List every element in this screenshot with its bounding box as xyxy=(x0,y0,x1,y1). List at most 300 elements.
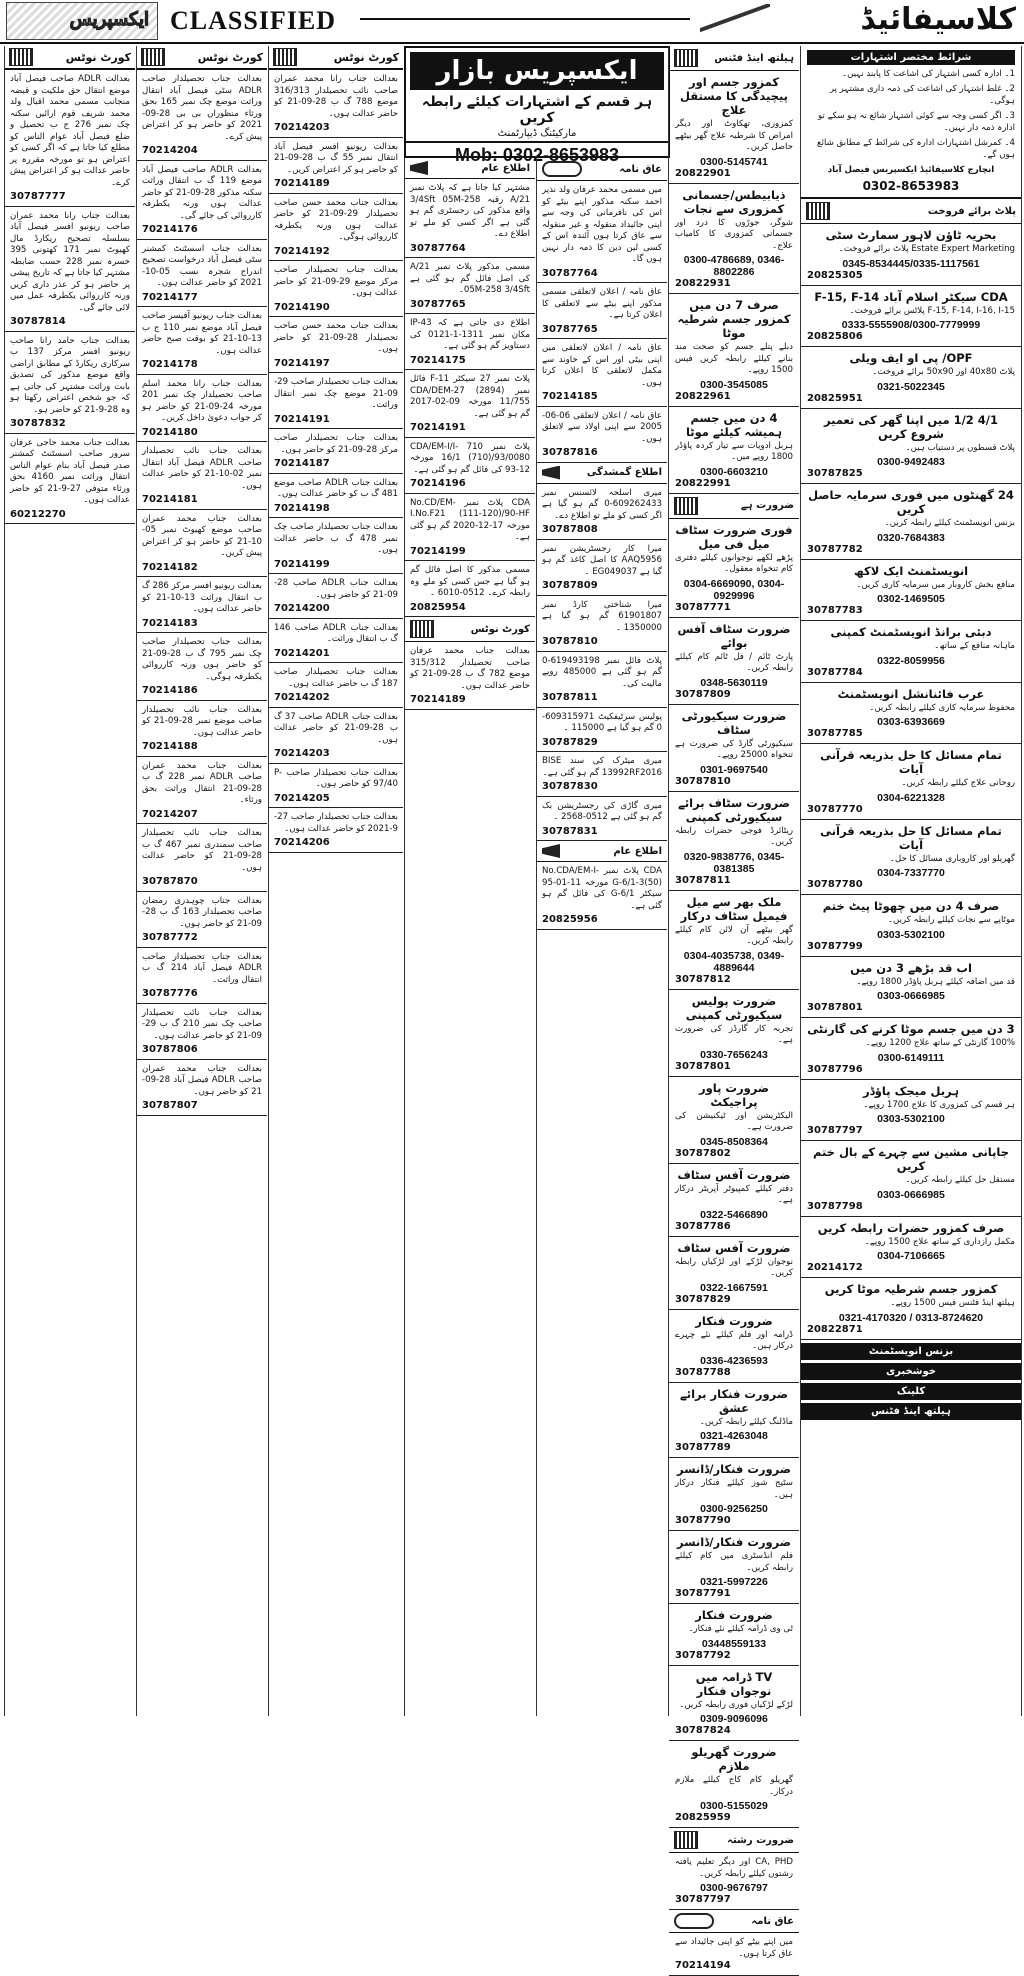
notice-text: بعدالت جناب نائب تحصیلدار صاحب سمندری نمبر 467 گ ب 28-09-21 کو حاضر عدالت ہوں۔ xyxy=(142,828,262,873)
ad-text: ہر قسم کی کمزوری کا علاج 1700 روپے۔ xyxy=(863,1099,1015,1110)
rules-heading: شرائط مختصر اشتہارات xyxy=(807,50,1015,65)
ad-ref: 30787811 xyxy=(675,874,731,886)
ad-text: مکمل رازداری کے ساتھ علاج 1500 روپے۔ xyxy=(864,1236,1015,1247)
notice-ref: 70214191 xyxy=(410,422,466,433)
ad-text: ماہانہ منافع کے ساتھ۔ xyxy=(934,641,1015,651)
notice-ref: 70214201 xyxy=(274,647,330,659)
notice-text: بعدالت جناب تحصیلدار صاحب 187 گ ب حاضر عدالت ہوں۔ xyxy=(274,667,398,689)
classified-ad xyxy=(801,1080,1021,1142)
chain-icon xyxy=(674,1913,714,1929)
ad-phone: 0336-4236593 xyxy=(700,1354,768,1367)
couple-icon xyxy=(674,1831,698,1849)
notice-text: بعدالت جناب تحصیلدار صاحب چک نمبر 478 گ ب حاضر عدالت ہوں۔ xyxy=(274,522,398,555)
ad-text: CA, PHD اور دیگر تعلیم یافتہ رشتوں کیلئے رابطہ کریں۔ xyxy=(675,1857,793,1879)
classified-ad xyxy=(669,618,799,705)
notice-item xyxy=(537,181,667,283)
notice-ref: 70214192 xyxy=(274,245,330,257)
ad-phone: 0304-6669090, 0304-0929996 xyxy=(683,577,785,602)
notice-ref: 70214186 xyxy=(142,685,198,696)
classified-ad xyxy=(801,286,1021,348)
notice-text: پولیس سرٹیفکیٹ 609315971-0 گم ہو گیا ہے 115000 ۔ xyxy=(542,711,662,733)
classified-ad xyxy=(669,1077,799,1164)
ad-headline: بحریہ ٹاؤن لاہور سمارٹ سٹی xyxy=(825,228,997,242)
ad-phone: 0321-5997226 xyxy=(700,1576,768,1588)
classified-ad xyxy=(669,1853,799,1910)
notice-text: بعدالت جناب اسسٹنٹ کمشنر سٹی فیصل آباد درخواست تصحیح اندراج شجرہ نسب 05-10-2021 کو حاضر عدالت ہوں۔ xyxy=(142,243,262,288)
ad-phone: 0321-4170320 / 0313-8724620 xyxy=(838,1311,984,1324)
notice-text: میرا شناختی کارڈ نمبر 61901807 گم ہو گیا ہے 1350000 ۔ xyxy=(542,599,662,633)
notice-text: بعدالت جناب تحصیلدار صاحب مرکز 28-09-21 کو حاضر ہوں۔ xyxy=(274,433,398,455)
notice-ref: 30787772 xyxy=(142,932,198,943)
notice-item xyxy=(269,70,403,138)
ad-headline: 24 گھنٹوں میں فوری سرمایہ حاصل کریں xyxy=(808,488,1014,516)
fitness-icon xyxy=(674,49,698,67)
ad-headline: ضرورت سیکیورٹی سٹاف xyxy=(681,708,787,737)
notice-ref: 30787810 xyxy=(542,636,598,647)
notice-text: میری میٹرک کی سند BISE 13992RF2016 گم ہو گئی ہے۔ xyxy=(542,756,662,778)
notice-item xyxy=(405,494,535,562)
ad-phone: 0303-5302100 xyxy=(877,1113,945,1125)
classified-ad xyxy=(669,1383,799,1459)
section-label: اطلاع عام xyxy=(613,845,662,857)
notice-text: بعدالت ADLR صاحب فیصل آباد موضع 119 گ ب انتقال وراثت سکنہ مذکور 28-09-21 کو حاضر عدالت ہوں ورنہ یکطرفہ کارروائی کی جائے گی۔ xyxy=(142,164,262,221)
ad-phone: 03448559133 xyxy=(701,1637,767,1650)
ad-text: قد میں اضافہ کیلئے ہربل پاؤڈر 1800 روپے۔ xyxy=(856,976,1015,987)
ad-headline: جاپانی مشین سے چہرے کے بال ختم کریں xyxy=(812,1145,1010,1173)
notice-text: میرا کار رجسٹریشن نمبر AAQ5956 کا اصل کاغذ گم ہو گیا ہے EG049037 ۔ xyxy=(542,543,662,577)
ad-ref: 30787780 xyxy=(807,879,863,890)
section-label: عاق نامہ xyxy=(751,1915,794,1927)
ad-ref: 30787801 xyxy=(807,1002,863,1013)
classified-ad xyxy=(801,409,1021,485)
ad-headline: ضرورت سٹاف آفس بوائے xyxy=(677,621,791,650)
megaphone-icon xyxy=(542,466,572,480)
classified-ad xyxy=(801,1141,1021,1217)
notice-ref: 70214183 xyxy=(142,617,198,629)
notice-item xyxy=(537,407,667,463)
notice-text: بعدالت ریونیو افسر فیصل آباد انتقال نمبر 55 گ ب 28-09-21 کو حاضر ہو کر اعتراض کریں۔ xyxy=(274,141,398,175)
section-label: عاق نامہ xyxy=(619,163,662,175)
ad-text: گھریلو کام کاج کیلئے ملازم درکار۔ xyxy=(675,1775,793,1797)
notice-text: میری اسلحہ لائسنس نمبر 609262433-0 گم ہو گیا ہے اگر کسی کو ملے تو اطلاع دے۔ xyxy=(542,487,662,521)
bazaar-title: ایکسپریس بازار xyxy=(410,52,664,90)
ad-phone: 0304-7337770 xyxy=(877,867,945,879)
notice-text: بعدالت جناب ADLR صاحب 28-09-21 کو حاضر ہوں۔ xyxy=(274,578,398,600)
ad-ref: 30787770 xyxy=(807,803,863,815)
classified-ad xyxy=(801,484,1021,560)
ad-headline: ضرورت گھریلو ملازم xyxy=(691,1745,777,1773)
rule-line: 2۔ غلط اشتہار کی اشاعت کی ذمہ داری مشتہر پر ہوگی۔ xyxy=(829,84,1015,106)
ad-ref: 70214194 xyxy=(675,1960,731,1971)
section-label: ضرورت ہے xyxy=(740,500,794,511)
ad-phone: 0300-4786689, 0346-8802286 xyxy=(683,254,785,278)
ad-text: لڑکے لڑکیاں فوری رابطہ کریں۔ xyxy=(679,1699,793,1710)
ad-ref: 20822931 xyxy=(675,278,731,289)
ad-ref: 20825959 xyxy=(675,1812,731,1823)
classified-ad xyxy=(669,705,799,792)
ad-phone: 0304-7106665 xyxy=(877,1250,945,1262)
notice-ref: 70214189 xyxy=(274,178,330,189)
notice-ref: 30787764 xyxy=(410,242,466,254)
megaphone-icon xyxy=(542,844,572,858)
ad-phone: 0303-0666985 xyxy=(877,990,945,1002)
notice-ref: 70214190 xyxy=(274,301,330,313)
notice-item xyxy=(537,708,667,753)
notice-item xyxy=(137,70,267,161)
ad-text: ڈرامہ اور فلم کیلئے نئے چہرے درکار ہیں۔ xyxy=(675,1329,793,1351)
notice-ref: 70214203 xyxy=(274,122,330,133)
classified-ad xyxy=(801,1217,1021,1279)
notice-text: بعدالت جناب محمد عمران صاحب ADLR نمبر 228 گ ب 28-09-21 انتقال وراثت بحق ورثاء۔ xyxy=(142,760,262,805)
notice-item xyxy=(137,307,267,375)
notice-text: عاق نامہ / اعلان لاتعلقی مسمی مذکور اپنے بیٹے سے لاتعلقی کا اعلان کرتا ہے۔ xyxy=(542,287,662,320)
ad-headline: کمزور جسم شرطیہ موٹا کریں xyxy=(824,1282,998,1296)
notice-text: بعدالت جناب تحصیلدار صاحب ADLR سٹی فیصل آباد انتقال وراثت موضع چک نمبر 165 بحق ورثاء منظوراں بی بی 28-09-2021 کو حاضر ہو کر اعتراض پیش کرے۔ xyxy=(142,74,262,142)
notice-ref: 70214187 xyxy=(274,458,330,469)
notice-item xyxy=(537,339,667,407)
notice-text: بعدالت جناب ADLR صاحب موضع 481 گ ب کو حاضر عدالت ہوں۔ xyxy=(274,477,399,499)
page-header xyxy=(0,0,1024,44)
ad-text: پلاٹ 40x80 اور 50x90 برائے فروخت۔ xyxy=(872,367,1015,377)
ad-ref: 30787812 xyxy=(675,973,731,985)
notice-ref: 70214199 xyxy=(410,545,466,557)
ad-phone: 0301-9697540 xyxy=(700,763,768,776)
good-news-banner: خوشخبری xyxy=(801,1363,1021,1380)
ad-ref: 20822961 xyxy=(675,390,731,402)
ad-text: F-15, F-14, I-16, I-15 پلاٹس برائے فروخت۔ xyxy=(849,305,1015,316)
notice-item xyxy=(137,948,267,1004)
ad-phone: 0300-5145741 xyxy=(700,155,768,168)
chain-icon xyxy=(542,161,582,177)
notice-text: بعدالت جناب ADLR صاحب 37 گ ب 28-09-21 کو حاضر عدالت ہوں۔ xyxy=(274,711,399,745)
notice-ref: 70214181 xyxy=(142,494,198,505)
notice-item xyxy=(137,375,267,443)
classified-ad xyxy=(801,224,1021,286)
ad-phone: 0304-6221328 xyxy=(877,791,945,804)
ad-ref: 30787782 xyxy=(807,543,863,555)
notice-ref: 30787776 xyxy=(142,988,198,999)
ad-ref: 30787829 xyxy=(675,1293,731,1305)
classified-ad xyxy=(669,1458,799,1531)
ad-phone: 0304-4035738, 0349-4889644 xyxy=(683,949,785,974)
ad-ref: 30787783 xyxy=(807,605,863,616)
ad-headline: ضرورت پاور پراجیکٹ xyxy=(699,1080,769,1109)
notice-item xyxy=(269,663,403,708)
ad-phone: 0322-5466890 xyxy=(700,1208,768,1221)
ad-ref: 30787809 xyxy=(675,688,731,700)
notice-item xyxy=(405,642,535,710)
notice-item xyxy=(405,438,535,494)
ad-ref: 30787785 xyxy=(807,728,863,739)
notice-item xyxy=(5,332,135,434)
hiring-icon xyxy=(674,497,698,515)
ad-ref: 30787799 xyxy=(807,940,863,952)
ad-text: سٹیج شوز کیلئے فنکار درکار ہیں۔ xyxy=(675,1478,793,1500)
ad-text: ہیلتھ اینڈ فٹنس فیس 1500 روپے۔ xyxy=(890,1298,1015,1308)
bazaar-subtitle: ہر قسم کے اشتہارات کیلئے رابطہ کریں xyxy=(421,94,653,126)
column-heading: کورٹ نوٹس xyxy=(65,50,131,64)
notice-ref: 70214202 xyxy=(274,692,330,703)
bazaar-mobile: Mob: 0302-8653983 xyxy=(406,141,668,166)
ad-ref: 30787824 xyxy=(675,1725,731,1736)
section-label: اطلاع عام xyxy=(481,162,530,174)
notice-item xyxy=(5,207,135,332)
notice-item xyxy=(537,652,667,708)
ad-ref: 30787771 xyxy=(675,601,731,613)
ad-headline: ضرورت فنکار/ڈانسر xyxy=(677,1535,791,1549)
classified-ad xyxy=(669,1237,799,1310)
ad-phone: 0348-5630119 xyxy=(700,676,768,689)
section-label: ہیلتھ اینڈ فٹنس xyxy=(714,52,794,64)
ad-headline: 4 دن میں جسم ہمیشہ کیلئے موٹا xyxy=(685,410,783,439)
section-label: پلاٹ برائے فروخت xyxy=(927,205,1016,217)
classified-ad xyxy=(669,1531,799,1604)
ad-phone: 0300-6603210 xyxy=(700,465,768,478)
ad-ref: 20825951 xyxy=(807,392,863,404)
section-label: ضرورت رشتہ xyxy=(727,1834,794,1846)
classified-ad xyxy=(669,990,799,1077)
notice-text: مسمی مذکور پلاٹ نمبر 21/A کی اصل فائل گم ہو گئی ہے 05M-258 3/4Sft۔ xyxy=(410,262,530,295)
notice-ref: 70214200 xyxy=(274,603,330,614)
notice-item xyxy=(537,862,667,930)
notice-item xyxy=(269,194,403,262)
ad-phone: 0345-8508364 xyxy=(700,1135,768,1148)
ad-headline: صرف کمزور حضرات رابطہ کریں xyxy=(817,1220,1005,1235)
notice-ref: 30787870 xyxy=(142,876,198,887)
ad-headline: ضرورت فنکار برائے عشق xyxy=(680,1386,788,1415)
ad-headline: ضرورت پولیس سیکیورٹی کمپنی xyxy=(685,993,783,1022)
ad-phone: 0300-9676797 xyxy=(700,1882,768,1894)
notice-ref: 30787829 xyxy=(542,736,598,748)
notice-text: مشتہر کیا جاتا ہے کہ پلاٹ نمبر 21/A رقبہ 3/4Sft 05M-258 واقع مذکور کی رجسٹری گم ہو گئی ہے اگر کسی کو ملے تو اطلاع دے۔ xyxy=(410,183,530,239)
notice-item xyxy=(537,752,667,797)
ad-text: نوجوان لڑکے اور لڑکیاں رابطہ کریں۔ xyxy=(675,1256,793,1278)
notice-text: بعدالت جناب نائب تحصیلدار صاحب ADLR فیصل آباد انتقال نمبر 02-10-21 کو حاضر عدالت ہوں۔ xyxy=(142,446,262,491)
notice-text: پلاٹ نمبر 27 سیکٹر F-11 فائل نمبر CDA/DEM-27 (2894) 11/755 مورخہ 09-02-2017 گم ہو گئی ہے۔ xyxy=(410,374,530,419)
notice-ref: 20825954 xyxy=(410,601,466,613)
classified-ad xyxy=(669,294,799,407)
classified-ad xyxy=(801,895,1021,957)
notice-item xyxy=(137,701,267,757)
ad-ref: 20825806 xyxy=(807,331,863,342)
ad-text: دفتر کیلئے کمپیوٹر آپریٹر درکار ہے۔ xyxy=(675,1183,793,1205)
ad-text: ٹی وی ڈرامہ کیلئے نئے فنکار۔ xyxy=(688,1624,793,1634)
ad-phone: 0309-9096096 xyxy=(700,1713,768,1725)
notice-ref: 70214198 xyxy=(274,502,330,514)
classified-ad xyxy=(801,1278,1021,1340)
classified-ad xyxy=(801,621,1021,683)
notice-ref: 70214197 xyxy=(274,357,330,369)
ad-ref: 30787801 xyxy=(675,1060,731,1072)
notice-text: بعدالت جناب نائب تحصیلدار صاحب موضع نمبر 28-09-21 کو حاضر عدالت ہوں۔ xyxy=(142,704,262,738)
column-heading: کورٹ نوٹس xyxy=(197,50,263,64)
notice-text: بعدالت جناب محمد حسن صاحب تحصیلدار 29-09-21 کو حاضر عدالت ہوں ورنہ یکطرفہ کارروائی ہوگی۔ xyxy=(274,197,398,242)
ad-ref: 30787797 xyxy=(807,1125,863,1136)
ad-text: مستقل حل کیلئے رابطہ کریں۔ xyxy=(905,1175,1015,1185)
clinic-banner: کلینک xyxy=(801,1383,1021,1400)
classified-ad xyxy=(801,347,1021,409)
rule-line: 1۔ ادارہ کسی اشتہار کی اشاعت کا پابند نہیں۔ xyxy=(842,69,1015,79)
notice-text: بعدالت جناب تحصیلدار صاحب مرکز موضع 29-09-21 کو حاضر عدالت ہوں۔ xyxy=(274,265,398,298)
ad-phone: 0322-1667591 xyxy=(700,1281,768,1294)
ad-phone: 0320-7684383 xyxy=(877,531,945,544)
notice-text: بعدالت ریونیو افسر مرکز 286 گ ب انتقال وراثت 13-10-21 کو حاضر عدالت ہوں۔ xyxy=(142,581,262,614)
ad-text: ماڈلنگ کیلئے رابطہ کریں۔ xyxy=(699,1416,793,1427)
notice-ref: 70214206 xyxy=(274,837,330,848)
ad-text: دبلے پتلے جسم کو صحت مند بنانے کیلئے رابطہ کریں فیس 1500 روپے۔ xyxy=(675,342,793,375)
classified-ad xyxy=(669,1933,799,1976)
classified-ad xyxy=(669,71,799,184)
rules-contact: انچارج کلاسیفائیڈ ایکسپریس فیصل آباد xyxy=(827,165,995,175)
notice-text: بعدالت جناب تحصیلدار صاحب 29-09-21 موضع چک نمبر انتقال وراثت۔ xyxy=(274,377,398,410)
notice-ref: 20825956 xyxy=(542,914,598,925)
ad-text: 100% گارنٹی کے ساتھ علاج 1200 روپے۔ xyxy=(865,1038,1015,1048)
notice-item xyxy=(537,283,667,339)
notice-ref: 70214196 xyxy=(410,478,466,489)
header-rule xyxy=(360,18,690,20)
classified-ad xyxy=(801,1018,1021,1080)
ad-text: روحانی علاج کیلئے رابطہ کریں۔ xyxy=(901,778,1015,788)
ad-phone: 0303-0666985 xyxy=(877,1188,945,1201)
ad-phone: 0300-9256250 xyxy=(700,1503,768,1515)
ad-phone: 0300-9492483 xyxy=(877,456,945,468)
notice-item xyxy=(269,261,403,317)
notice-text: مسمی مذکور کا اصل فائل گم ہو گیا ہے جس کسی کو ملے وہ رابطہ کرے۔ 0512-6010 ۔ xyxy=(410,565,530,598)
ad-headline: ضرورت فنکار xyxy=(695,1608,773,1622)
ad-phone: 0333-5555908/0300-7779999 xyxy=(841,319,981,331)
notice-item xyxy=(137,1004,267,1060)
ad-headline: ضرورت سٹاف برائے سیکیورٹی کمپنی xyxy=(678,795,790,824)
classified-ad xyxy=(801,683,1021,745)
ad-text: محفوظ سرمایہ کاری کیلئے رابطہ کریں۔ xyxy=(869,702,1015,713)
ad-text: شوگر، جوڑوں کا درد اور جسمانی کمزوری کا کامیاب علاج۔ xyxy=(675,217,793,251)
megaphone-icon xyxy=(410,161,440,175)
ad-ref: 30787790 xyxy=(675,1515,731,1526)
notice-ref: 30787806 xyxy=(142,1044,198,1055)
ad-phone: 0303-6393669 xyxy=(877,716,945,728)
notice-text: بعدالت جناب تحصیلدار صاحب ADLR فیصل آباد 214 گ ب انتقال وراثت۔ xyxy=(142,951,262,985)
notice-item xyxy=(405,258,535,314)
ad-text: بزنس انویسٹمنٹ کیلئے رابطہ کریں۔ xyxy=(884,518,1015,528)
ad-text: ریٹائرڈ فوجی حضرات رابطہ کریں۔ xyxy=(675,825,793,847)
notice-item xyxy=(137,577,267,633)
notice-item xyxy=(137,1060,267,1116)
ad-text: منافع بخش کاروبار میں سرمایہ کاری کریں۔ xyxy=(856,579,1015,590)
ad-headline: ملک بھر سے میل فیمیل سٹاف درکار xyxy=(680,894,788,923)
ad-headline: دبئی برانڈ انویسٹمنٹ کمپنی xyxy=(830,625,992,639)
ad-text: کمزوری، تھکاوٹ اور دیگر امراض کا شرطیہ علاج گھر بیٹھے حاصل کریں۔ xyxy=(675,119,793,152)
classified-ad xyxy=(669,407,799,494)
rules-phone: 0302-8653983 xyxy=(862,179,960,193)
court-notice-column-3 xyxy=(268,46,403,1716)
ad-headline: عرب فائنانشل انویسٹمنٹ xyxy=(837,686,985,701)
notice-ref: 30787832 xyxy=(10,418,66,429)
ad-headline: CDA سیکٹر اسلام آباد F-15, F-14 xyxy=(814,289,1008,304)
aaq-nama-column xyxy=(536,158,667,1716)
notice-item xyxy=(269,317,403,373)
ad-rules-box xyxy=(801,46,1021,199)
notice-item xyxy=(405,314,535,370)
classified-ad xyxy=(669,1604,799,1666)
notice-item xyxy=(269,808,403,853)
ad-ref: 30787791 xyxy=(675,1588,731,1599)
ad-headline: OPF/ پی او ایف ویلی xyxy=(849,351,973,365)
classified-ad xyxy=(669,792,799,891)
rule-line: 3۔ اگر کسی وجہ سے کوئی اشتہار شائع نہ ہو سکے تو ادارہ ذمہ دار نہیں۔ xyxy=(818,111,1015,133)
ad-headline: اب قد بڑھے 3 دن میں xyxy=(850,960,972,975)
ad-ref: 30787784 xyxy=(807,666,863,678)
notice-ref: 70214185 xyxy=(542,391,598,402)
ad-text: فلم انڈسٹری میں کام کیلئے رابطہ کریں۔ xyxy=(675,1551,793,1573)
public-notice-column xyxy=(404,158,535,1716)
notice-text: پلاٹ نمبر 710 CDA/EM-I/I-16/1 (710)/93/0080 مورخہ 12-93 کی فائل گم ہو گئی ہے۔ xyxy=(410,441,530,475)
notice-text: بعدالت جناب نائب تحصیلدار صاحب چک نمبر 210 گ ب 29-09-21 کو حاضر عدالت ہوں۔ xyxy=(142,1007,262,1041)
notice-text: میری گاڑی کی رجسٹریشن بک گم ہو گئی ہے 0512-2568 ۔ xyxy=(542,800,662,822)
ad-ref: 30787786 xyxy=(675,1220,731,1232)
notice-item xyxy=(137,757,267,825)
notice-item xyxy=(137,510,267,578)
ad-headline: TV ڈرامہ میں نوجوان فنکار xyxy=(695,1669,773,1698)
notice-ref: 70214204 xyxy=(142,145,198,156)
ad-ref: 30787788 xyxy=(675,1366,731,1378)
ad-text: الیکٹریشن اور ٹیکنیشن کی ضرورت ہے۔ xyxy=(675,1110,793,1132)
notice-text: بعدالت جناب محمد حسن صاحب تحصیلدار 28-09-21 کو حاضر ہوں۔ xyxy=(274,321,398,354)
right-ads-column xyxy=(800,46,1022,1716)
notice-ref: 30787764 xyxy=(542,267,598,279)
health-banner: ہیلتھ اینڈ فٹنس xyxy=(801,1403,1021,1420)
ad-headline: فوری ضرورت سٹاف میل فی میل xyxy=(675,522,793,551)
ad-phone: 0330-7656243 xyxy=(700,1048,768,1061)
classified-ad xyxy=(669,1310,799,1383)
notice-item xyxy=(137,442,267,510)
notice-ref: 30787807 xyxy=(142,1100,198,1111)
notice-item xyxy=(269,429,403,474)
notice-item xyxy=(405,370,535,438)
classified-ad xyxy=(669,1666,799,1742)
notice-item xyxy=(269,708,403,764)
notice-ref: 70214175 xyxy=(410,354,466,366)
notice-item xyxy=(137,161,267,240)
ad-ref: 30787810 xyxy=(675,775,731,787)
ad-text: Estate Expert Marketing پلاٹ برائے فروخت۔ xyxy=(838,244,1015,254)
building-icon xyxy=(9,48,33,66)
court-notice-column-1 xyxy=(4,46,135,1716)
notice-ref: 70214182 xyxy=(142,561,198,573)
ad-ref: 30787796 xyxy=(807,1063,863,1075)
ad-phone: 0321-5022345 xyxy=(877,380,945,393)
notice-text: CDA پلاٹ نمبر No.CDA/EM-I-G-6/1-3(50) مورخہ 11-01-95 سیکٹر G-6/1 کی فائل گم ہو گئی ہے۔ xyxy=(542,866,663,911)
notice-item xyxy=(269,373,403,429)
page-title-ur: کلاسیفائیڈ xyxy=(860,2,1016,37)
classified-ad xyxy=(669,1741,799,1828)
ad-text: پارٹ ٹائم / فل ٹائم کام کیلئے رابطہ کریں۔ xyxy=(675,651,793,673)
notice-item xyxy=(137,633,267,701)
ad-text: تجربہ کار گارڈز کی ضرورت ہے۔ xyxy=(675,1023,793,1045)
notice-text: بعدالت جناب محمد حاجی عرفان سرور صاحب اسسٹنٹ کمشنر صدر فیصل آباد بنام عوام الناس انتقال وراثت نمبر 4160 بحق ورثاء متوفی 27-9-21 کو حاضر عدالت ہوں۔ xyxy=(10,437,130,505)
notice-item xyxy=(269,518,403,574)
ad-text: سیکیورٹی گارڈ کی ضرورت ہے تنخواہ 25000 روپے۔ xyxy=(675,738,793,760)
notice-ref: 70214176 xyxy=(142,224,198,235)
classified-ad xyxy=(669,891,799,990)
page-title-en: CLASSIFIED xyxy=(170,6,337,35)
notice-item xyxy=(405,179,535,258)
notice-ref: 30787809 xyxy=(542,580,598,591)
notice-ref: 70214178 xyxy=(142,359,198,370)
ad-headline: ضرورت فنکار xyxy=(695,1313,773,1328)
notice-text: بعدالت جناب تحصیلدار صاحب چک نمبر 795 گ ب 28-09-21 کو حاضر ہوں ورنہ کارروائی یکطرفہ ہوگی۔ xyxy=(142,637,262,682)
ad-text: ہربل ادویات سے تیار کردہ پاؤڈر 1800 روپے میں۔ xyxy=(675,440,793,462)
ad-headline: ہربل میجک پاؤڈر xyxy=(863,1083,959,1098)
